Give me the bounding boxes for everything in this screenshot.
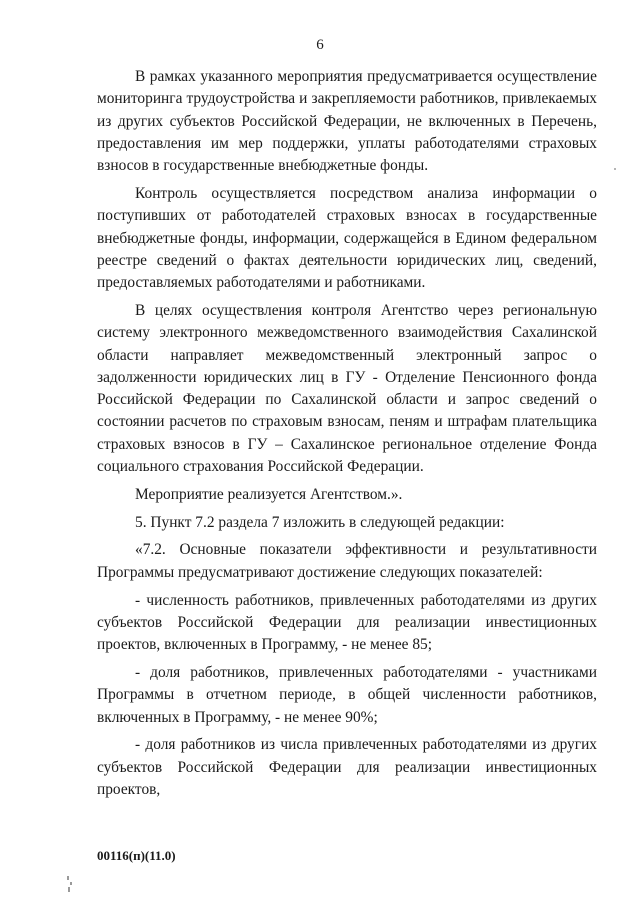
scan-speck bbox=[614, 168, 616, 170]
list-item-indicator-share: - доля работников, привлеченных работодателями - участниками Программы в отчетном периоде, в общей численности работников, включенных в Программу, - не менее 90%; bbox=[97, 663, 597, 726]
paragraph-indicators-intro: «7.2. Основные показатели эффективности и результативности Программы предусматривают достижение следующих показателей: bbox=[97, 541, 597, 581]
paragraph-monitoring: В рамках указанного мероприятия предусматривается осуществление мониторинга трудоустройства и закрепляемости работников, привлекаемых из других субъектов Российской Федерации, не включенных в Перечень, предоставления им мер поддержки, уплаты работодателями страховых взносов в государственные внебюджетные фонды. bbox=[97, 68, 597, 175]
scan-artifact-icon bbox=[66, 876, 74, 894]
paragraph-control: Контроль осуществляется посредством анализа информации о поступивших от работодателей страховых взносах в государственные внебюджетные фонды, информации, содержащейся в Едином федеральном реестре сведений о фактах деятельности юридических лиц, сведений, предоставляемых работодателями и работниками. bbox=[97, 184, 597, 292]
paragraph-agency-request: В целях осуществления контроля Агентство через региональную систему электронного межведомственного взаимодействия Сахалинской области направляет межведомственный электронный запрос о задолженности юридических лиц в ГУ - Отделение Пенсионного фонда Российской Федерации по Сахалинской области и запрос сведений о состоянии расчетов по страховым взносам, пеням и штрафам плательщика страховых взносов в ГУ – Сахалинское региональное отделение Фонда социального страхования Российской Федерации. bbox=[97, 301, 597, 476]
list-item-indicator-count: - численность работников, привлеченных работодателями из других субъектов Российской Федерации для реализации инвестиционных проектов, включенных в Программу, - не менее 85; bbox=[97, 591, 597, 654]
list-item-indicator-share-others: - доля работников из числа привлеченных работодателями из других субъектов Российской Федерации для реализации инвестиционных проектов, bbox=[97, 736, 597, 798]
page-number: 6 bbox=[316, 37, 324, 53]
paragraph-amendment: 5. Пункт 7.2 раздела 7 изложить в следующей редакции: bbox=[135, 513, 505, 531]
document-code: 00116(п)(11.0) bbox=[97, 848, 176, 863]
paragraph-implementation: Мероприятие реализуется Агентством.». bbox=[135, 485, 403, 503]
document-body bbox=[97, 66, 597, 801]
